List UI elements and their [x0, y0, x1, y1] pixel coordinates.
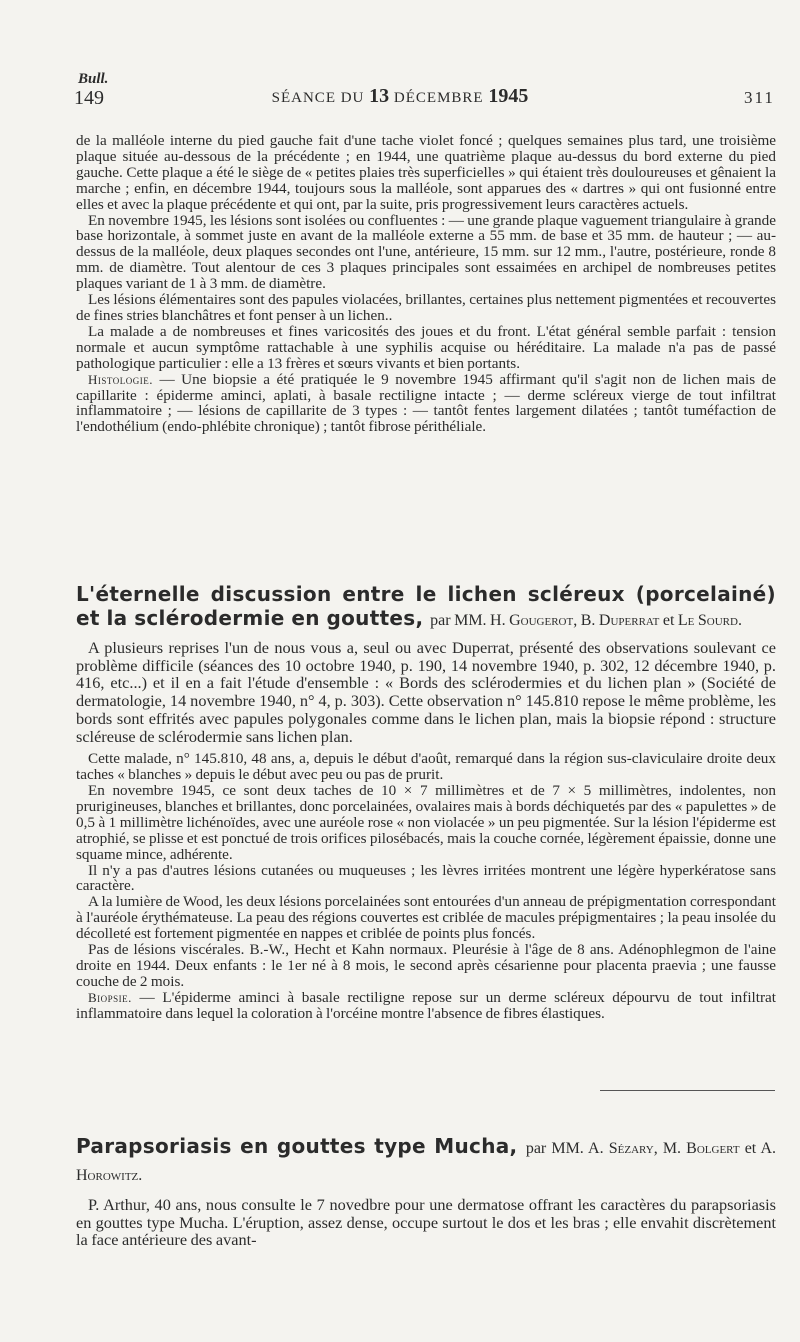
histology-text: — Une biopsie a été pratiquée le 9 novembre 1945 affirmant qu'il s'agit non de lichen mais de capillarite : épiderme aminci, aplati, à basale rectiligne intacte ; — derme scléreux vierge de tout infiltrat inflammatoire ; — lésions de capillarite de 3 types : — tantôt fentes largement dilatées ; tantôt tuméfaction de l'endothélium (endo-phlébite chronique) ; tantôt fibrose périthéliale. [76, 370, 776, 436]
section-divider [600, 1090, 775, 1091]
running-title-month: DÉCEMBRE [393, 90, 484, 106]
authors-end: . [737, 612, 742, 629]
paragraph: Pas de lésions viscérales. B.-W., Hecht et Kahn normaux. Pleurésie à l'âge de 8 ans. Adénophlegmon de l'aine droite en 1944. Deux enfants : le 1er né à 8 mois, le second après césarienne pour placenta praevia ; une fausse couche de 2 mois. [76, 941, 776, 990]
author-name: Bolgert [686, 1140, 740, 1157]
article-parapsoriasis [76, 1134, 776, 1249]
paragraph: La malade a de nombreuses et fines varicosités des joues et du front. L'état général semble parfait : tension normale et aucun symptôme rattachable à une syphilis acquise ou héréditaire. La malade n'a pas de passé pathologique particulier : elle a 13 frères et sœurs vivants et bien portants. [76, 322, 776, 372]
paragraph: A la lumière de Wood, les deux lésions porcelainées sont entourées d'un anneau de prépigmentation correspondant à l'auréole érythémateuse. La peau des régions couvertes est criblée de macules prépigmentaires ; la peau insolée du décolleté est fortement pigmentée en nappes et criblée de points plus foncés. [76, 893, 776, 943]
biopsy-label: Biopsie. [88, 989, 132, 1005]
article-title [76, 582, 776, 633]
article-title-text: L'éternelle discussion entre le lichen scléreux (porcelainé) et la sclérodermie en gouttes, [76, 582, 776, 630]
volume-number: 149 [74, 87, 104, 109]
author-name: Le Sourd [677, 612, 738, 629]
authors-sep: , B. [573, 612, 596, 629]
author-name: Horowitz [76, 1167, 139, 1184]
author-name: Sézary [608, 1140, 654, 1157]
article-intro: A plusieurs reprises l'un de nous vous a, seul ou avec Duperrat, présenté des observations soulevant ce problème difficile (séances des 10 octobre 1940, p. 190, 14 novembre 1940, p. 302, 12 décembre 1940, p. 416, etc...) et il en a fait l'étude d'ensemble : « Bords des sclérodermies et du lichen plan » (Société de dermatologie, 14 novembre 1940, n° 4, p. 303). Cette observation n° 145.810 repose le même problème, les bords sont effrités avec papules polygonales comme dans le lichen plan, mais la biopsie répond : structure scléreuse de sclérodermie sans lichen plan. [76, 638, 776, 746]
article-title [76, 1134, 776, 1188]
article-authors [430, 612, 742, 629]
page-number: 311 [744, 88, 775, 107]
paragraph: En novembre 1945, les lésions sont isolées ou confluentes : — une grande plaque vaguement triangulaire à grande base horizontale, à sommet juste en avant de la malléole externe a 55 mm. de base et 35 mm. de hauteur ; — au-dessus de la malléole, deux plaques secondes ont l'une, antérieure, 15 mm. sur 12 mm., l'autre, postérieure, ronde 8 mm. de diamètre. Tout alentour de ces 3 plaques principales sont essaimées en archipel de nombreuses petites plaques variant de 1 à 3 mm. de diamètre. [76, 211, 776, 293]
running-title-year: 1945 [488, 85, 529, 107]
histology-label: Histologie. [88, 371, 153, 387]
biopsy-text: — L'épiderme aminci à basale rectiligne repose sur un derme scléreux dépourvu de tout infiltrat inflammatoire dans lequel la coloration à l'orcéine montre l'absence de fibres élastiques. [76, 988, 776, 1022]
paragraph: En novembre 1945, ce sont deux taches de 10 × 7 millimètres et de 7 × 5 millimètres, indolentes, non prurigineuses, blanches et brillantes, donc porcelainées, ovalaires mais à bords déchiquetés par des « papulettes » de 0,5 à 1 millimètre lichénoïdes, avec une auréole rose « non violacée » un peu pigmentée. Sur la lésion l'épiderme est atrophié, se plisse et est ponctué de trois orifices pilosébacés, mais la couche cornée, légèrement épaissie, donne une squame mince, adhérente. [76, 782, 776, 863]
paragraph-biopsy [76, 990, 776, 1022]
authors-sep: et [659, 612, 675, 629]
authors-sep: et A. [739, 1140, 777, 1157]
paragraph: Les lésions élémentaires sont des papules violacées, brillantes, certaines plus nettement pigmentées et recouvertes de fines stries blanchâtres et font penser à un lichen.. [76, 291, 776, 324]
paragraph-histology [76, 372, 776, 436]
author-name: Duperrat [598, 612, 660, 629]
authors-prefix: par MM. H. [430, 612, 506, 629]
journal-abbrev: Bull. [78, 71, 109, 87]
section-continuation [76, 133, 776, 435]
article-lichen-sclereux [76, 582, 776, 1022]
article-title-text: Parapsoriasis en gouttes type Mucha, [76, 1134, 518, 1158]
paragraph: Il n'y a pas d'autres lésions cutanées ou muqueuses ; les lèvres irritées montrent une légère hyperkératose sans caractère. [76, 861, 776, 895]
authors-prefix: par MM. A. [525, 1140, 604, 1157]
running-title-prefix: SÉANCE DU [271, 90, 365, 106]
running-title-day: 13 [369, 85, 390, 107]
running-title [0, 85, 800, 108]
authors-end: . [138, 1167, 143, 1184]
article-intro: P. Arthur, 40 ans, nous consulte le 7 novedbre pour une dermatose offrant les caractères du parapsoriasis en gouttes type Mucha. L'éruption, assez dense, occupe surtout le dos et les bras ; elle envahit discrètement la face antérieure des avant- [76, 1195, 776, 1250]
paragraph: Cette malade, n° 145.810, 48 ans, a, depuis le début d'août, remarqué dans la région sus-claviculaire droite deux taches « blanches » depuis le début avec peu ou pas de prurit. [76, 750, 776, 784]
paragraph: de la malléole interne du pied gauche fait d'une tache violet foncé ; quelques semaines plus tard, une troisième plaque située au-dessous de la précédente ; en 1944, une quatrième plaque au-dessus du bord externe du pied gauche. Cette plaque a été le siège de « petites plaies très superficielles » qui étaient très douloureuses et gênaient la marche ; enfin, en décembre 1944, toujours sous la malléole, sont apparues des « dartres » qui ont fusionné entre elles et avec la plaque précédente et qui ont, par la suite, pris progressivement leurs caractères actuels. [76, 132, 776, 213]
authors-sep: , M. [653, 1140, 682, 1157]
author-name: Gougerot [509, 612, 574, 629]
